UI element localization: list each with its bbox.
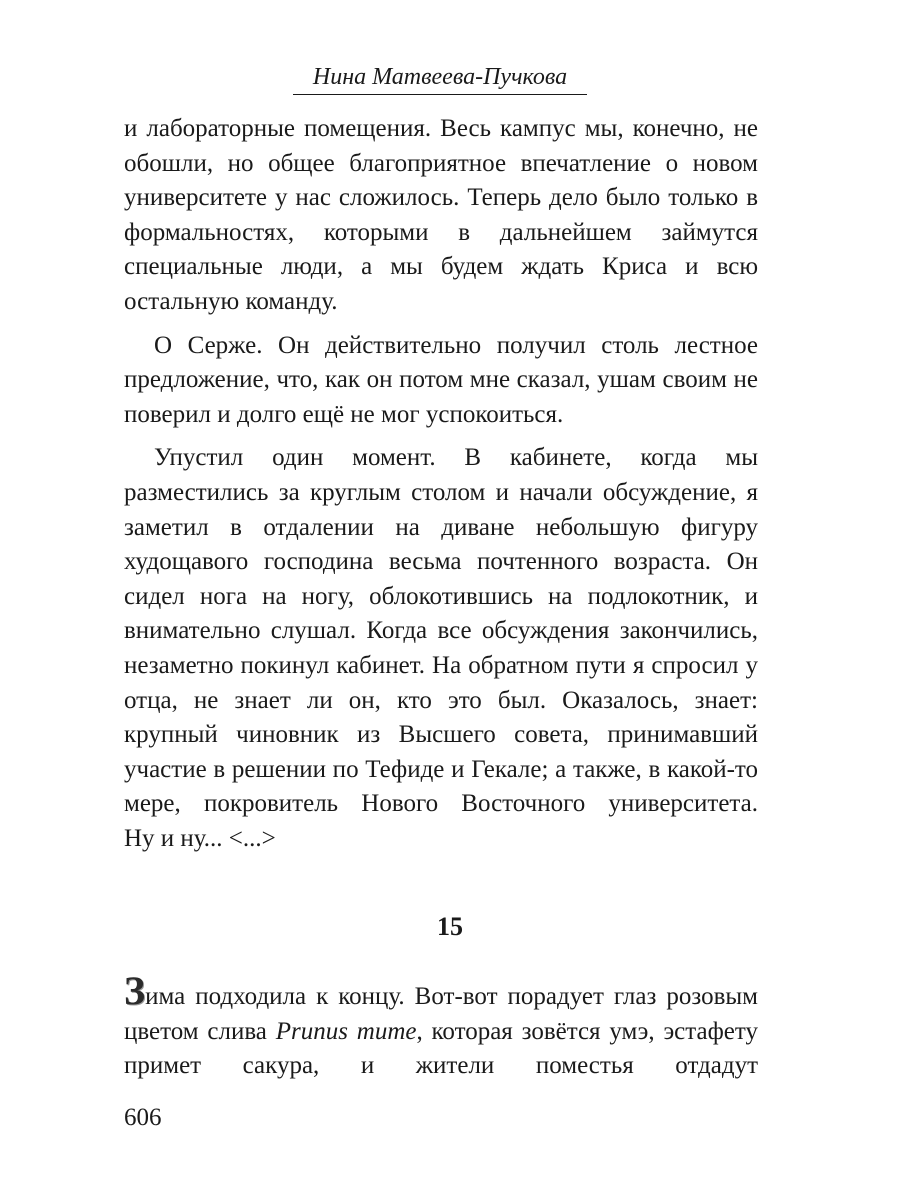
running-head: Нина Матвеева-Пучкова (293, 62, 587, 95)
text-block-chapter-opening (124, 968, 758, 1084)
latin-plant-name: Prunus mume (275, 1017, 417, 1045)
paragraph-missed-moment: Упустил один момент. В кабинете, когда мы разместились за круглым столом и начали обсуждение, я заметил в отдалении на диване небольшую фигуру худощавого господина весьма почтенного возраста. Он сидел нога на ногу, облокотившись на подлокотник, и внимательно слушал. Когда все обсуждения закончились, незаметно покинул кабинет. На обратном пути я спросил у отца, не знает ли он, кто это был. Оказалось, знает: крупный чиновник из Высшего совета, принимавший участие в решении по Тефиде и Гекале; а также, в какой-то мере, покровитель Нового Восточного университета. (124, 444, 758, 818)
opening-text-part-1: има подходила к концу. Вот-вот порадует глаз розовым цветом слива (124, 983, 758, 1045)
opening-text-part-2: , которая зовётся умэ, эстафету примет сакура, и жители поместья отдадут (124, 1017, 758, 1080)
drop-cap: З (124, 968, 146, 1013)
text-block-top (124, 112, 758, 856)
paragraph-closing: Ну и ну... <...> (124, 824, 276, 852)
page-number: 606 (124, 1104, 162, 1131)
chapter-number: 15 (437, 912, 463, 941)
paragraph-serge: О Серже. Он действительно получил столь лестное предложение, что, как он потом мне сказал, ушам своим не поверил и долго ещё не мог успокоиться. (124, 331, 758, 428)
chapter-opening-paragraph (124, 968, 758, 1084)
paragraph-continued: и лабораторные помещения. Весь кампус мы, конечно, не обошли, но общее благоприятное впечатление о новом университете у нас сложилось. Теперь дело было только в формальностях, которыми в дальнейшем займутся специальные люди, а мы будем ждать Криса и всю остальную команду. (124, 115, 758, 315)
